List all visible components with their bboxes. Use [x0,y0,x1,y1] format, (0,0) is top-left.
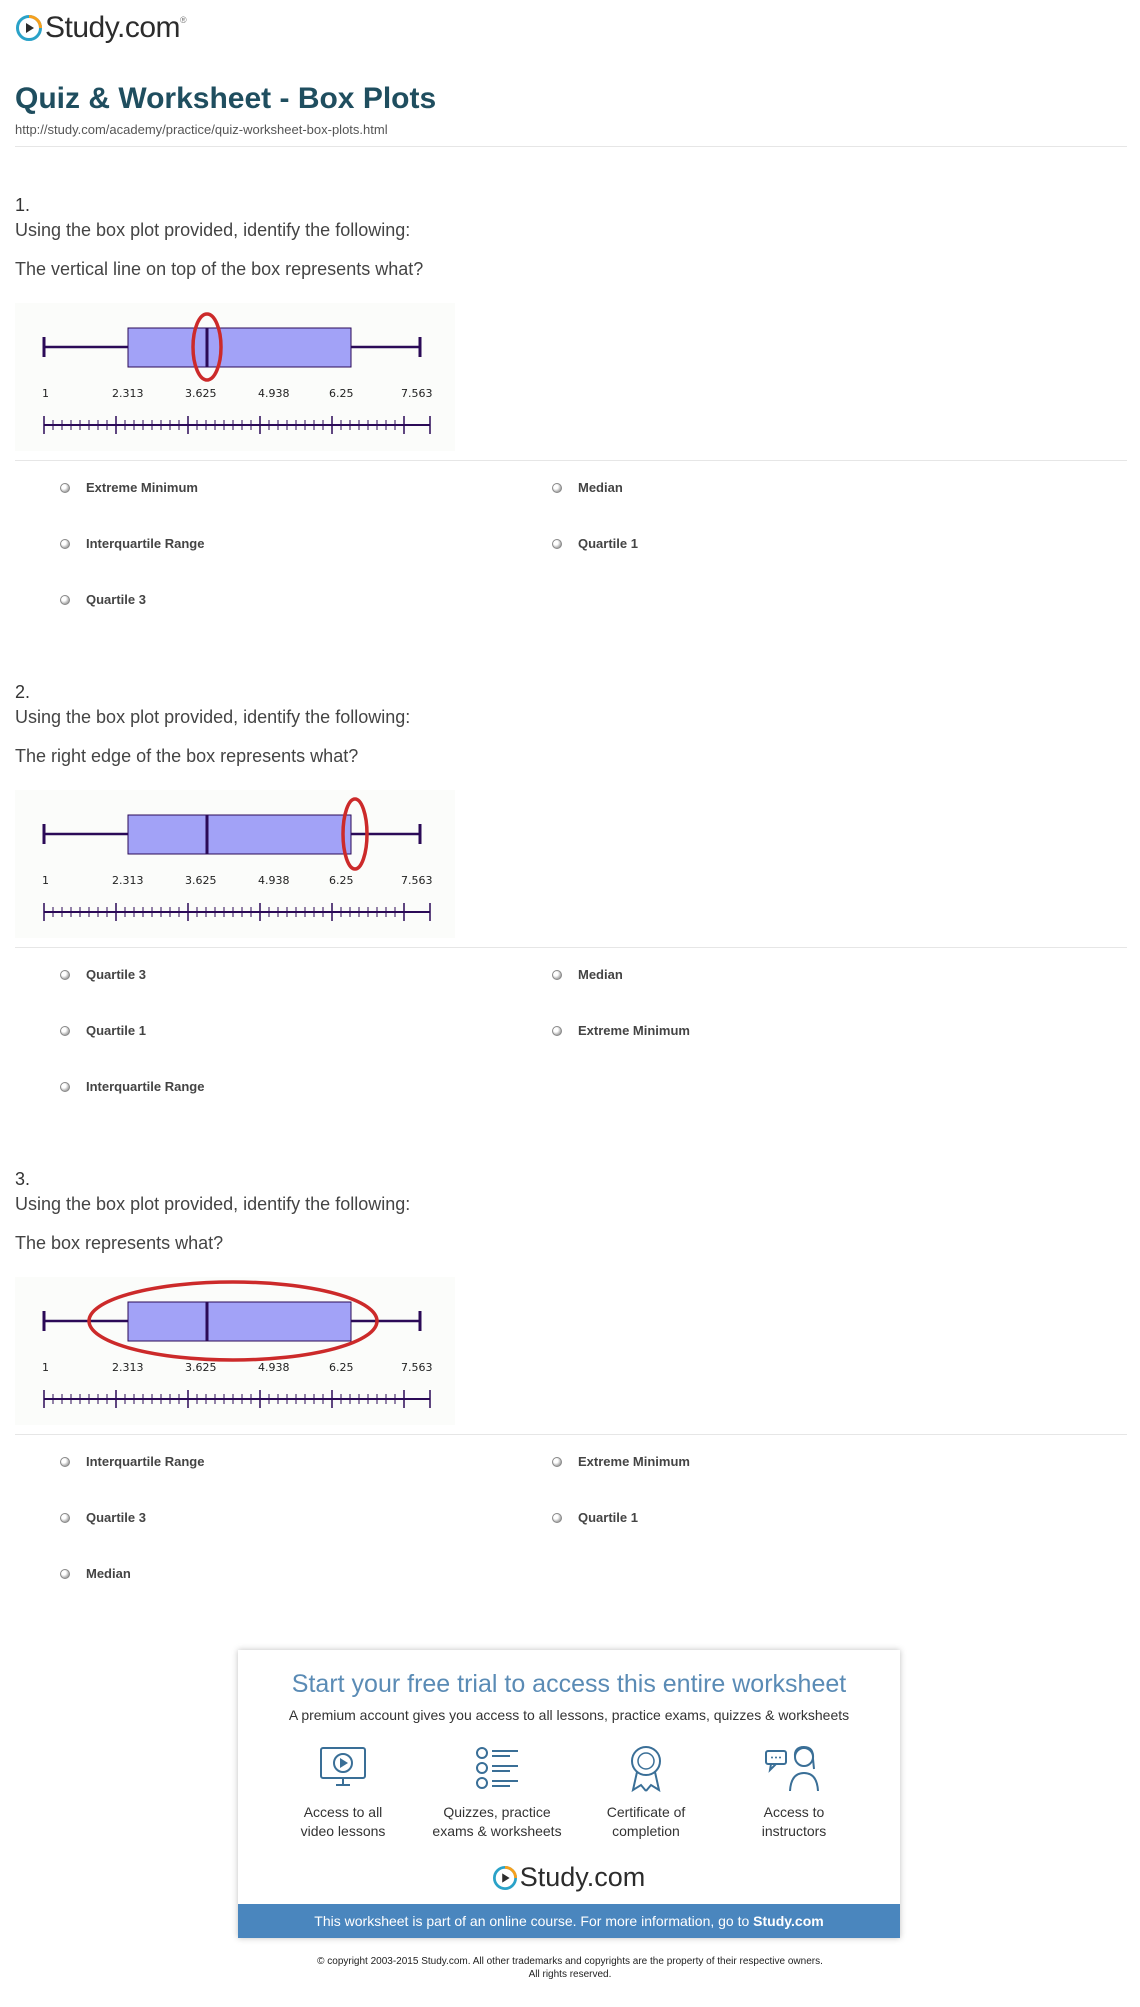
tick-label: 7.563 [401,387,433,400]
answer-option[interactable] [60,1566,131,1581]
answer-option[interactable] [60,592,146,607]
radio-button[interactable] [552,539,562,549]
feature-label: instructors [761,1823,827,1839]
feature-label: completion [612,1823,680,1839]
option-label: Median [578,967,623,982]
option-label: Interquartile Range [86,1454,205,1469]
answer-option[interactable] [60,1454,204,1469]
rights-text: All rights reserved. [528,1969,612,1980]
box-plot [15,1277,455,1425]
tick-label: 4.938 [258,387,290,400]
tick-label: 3.625 [185,387,217,400]
option-label: Extreme Minimum [86,480,198,495]
answer-option[interactable] [552,536,638,551]
feature-label: Certificate of [606,1804,686,1820]
tick-label: 6.25 [329,387,354,400]
feature-label: exams & worksheets [432,1823,562,1839]
radio-button[interactable] [60,1457,70,1467]
box-plot [15,790,455,938]
free-trial-promo [238,1650,900,1938]
answer-option[interactable] [60,1079,204,1094]
option-label: Interquartile Range [86,536,205,551]
radio-button[interactable] [60,1082,70,1092]
question-number: 2. [15,682,31,702]
box-rect [128,328,351,367]
question-divider [15,460,1127,461]
study-logo[interactable] [16,8,187,48]
option-label: Median [86,1566,131,1581]
tick-label: 6.25 [329,1361,354,1374]
question-text: The right edge of the box represents what? [15,746,359,766]
box-plot-figure [15,303,455,451]
option-label: Extreme Minimum [578,1023,690,1038]
feature-quizzes [427,1743,567,1841]
radio-button[interactable] [552,483,562,493]
tick-label: 1 [42,387,49,400]
feature-label: video lessons [300,1823,386,1839]
tick-label: 4.938 [258,874,290,887]
feature-video-lessons [273,1743,413,1841]
question-intro: Using the box plot provided, identify the following: [15,1194,411,1214]
tick-label: 2.313 [112,874,144,887]
answer-option[interactable] [552,967,623,982]
question-intro: Using the box plot provided, identify the following: [15,220,411,240]
tick-label: 2.313 [112,1361,144,1374]
radio-button[interactable] [552,1457,562,1467]
answer-option[interactable] [552,1023,690,1038]
option-label: Quartile 1 [578,536,638,551]
box-plot-figure [15,1277,455,1425]
box-plot-figure [15,790,455,938]
copyright-text: © copyright 2003-2015 Study.com. All other trademarks and copyrights are the property of their respective owners. [317,1956,823,1967]
tick-label: 7.563 [401,874,433,887]
radio-button[interactable] [552,970,562,980]
quiz-list-icon [472,1743,522,1793]
instructor-icon [764,1743,824,1793]
option-label: Quartile 1 [86,1023,146,1038]
tick-label: 4.938 [258,1361,290,1374]
option-label: Quartile 1 [578,1510,638,1525]
tick-label: 3.625 [185,874,217,887]
question-divider [15,947,1127,948]
play-logo-icon [16,15,42,41]
video-lesson-icon [318,1743,368,1793]
radio-button[interactable] [60,483,70,493]
promo-subtitle: A premium account gives you access to all lessons, practice exams, quizzes & worksheets [288,1707,850,1723]
bar-text: This worksheet is part of an online course. For more information, go to [314,1913,754,1929]
option-label: Quartile 3 [86,592,146,607]
option-label: Extreme Minimum [578,1454,690,1469]
answer-option[interactable] [60,1023,146,1038]
answer-option[interactable] [552,1510,638,1525]
answer-option[interactable] [60,480,198,495]
course-info-bar [238,1904,900,1938]
tick-label: 6.25 [329,874,354,887]
promo-logo[interactable] [238,1862,900,1893]
radio-button[interactable] [60,539,70,549]
feature-certificate [576,1743,716,1841]
radio-button[interactable] [60,595,70,605]
question-number: 3. [15,1169,31,1189]
tick-label: 1 [42,874,49,887]
feature-label: Access to all [303,1804,383,1820]
radio-button[interactable] [60,1569,70,1579]
option-label: Interquartile Range [86,1079,205,1094]
radio-button[interactable] [552,1026,562,1036]
radio-button[interactable] [552,1513,562,1523]
box-rect [128,1302,351,1341]
option-label: Quartile 3 [86,1510,146,1525]
answer-option[interactable] [552,1454,690,1469]
answer-option[interactable] [60,536,204,551]
brand-name: Study.com [519,1862,646,1892]
tick-label: 2.313 [112,387,144,400]
page-title: Quiz & Worksheet - Box Plots [15,82,437,115]
option-label: Median [578,480,623,495]
feature-label: Access to [763,1804,825,1820]
certificate-icon [621,1743,671,1793]
trademark: ® [180,15,187,25]
study-link[interactable]: Study.com [753,1913,824,1929]
page-url[interactable]: http://study.com/academy/practice/quiz-worksheet-box-plots.html [15,122,388,137]
tick-label: 7.563 [401,1361,433,1374]
tick-label: 1 [42,1361,49,1374]
answer-option[interactable] [60,967,146,982]
answer-option[interactable] [60,1510,146,1525]
box-plot [15,303,455,451]
play-logo-icon [493,1866,517,1890]
question-text: The vertical line on top of the box represents what? [15,259,424,279]
radio-button[interactable] [60,1026,70,1036]
promo-title[interactable]: Start your free trial to access this entire worksheet [291,1670,847,1698]
question-divider [15,1434,1127,1435]
copyright [0,1955,1140,1981]
option-label: Quartile 3 [86,967,146,982]
header-divider [15,146,1127,147]
radio-button[interactable] [60,970,70,980]
feature-label: Quizzes, practice [443,1804,551,1820]
tick-label: 3.625 [185,1361,217,1374]
brand-name: Study.com [45,11,180,44]
question-number: 1. [15,195,31,215]
radio-button[interactable] [60,1513,70,1523]
question-intro: Using the box plot provided, identify the following: [15,707,411,727]
feature-instructors [724,1743,864,1841]
box-rect [128,815,351,854]
answer-option[interactable] [552,480,623,495]
question-text: The box represents what? [15,1233,224,1253]
